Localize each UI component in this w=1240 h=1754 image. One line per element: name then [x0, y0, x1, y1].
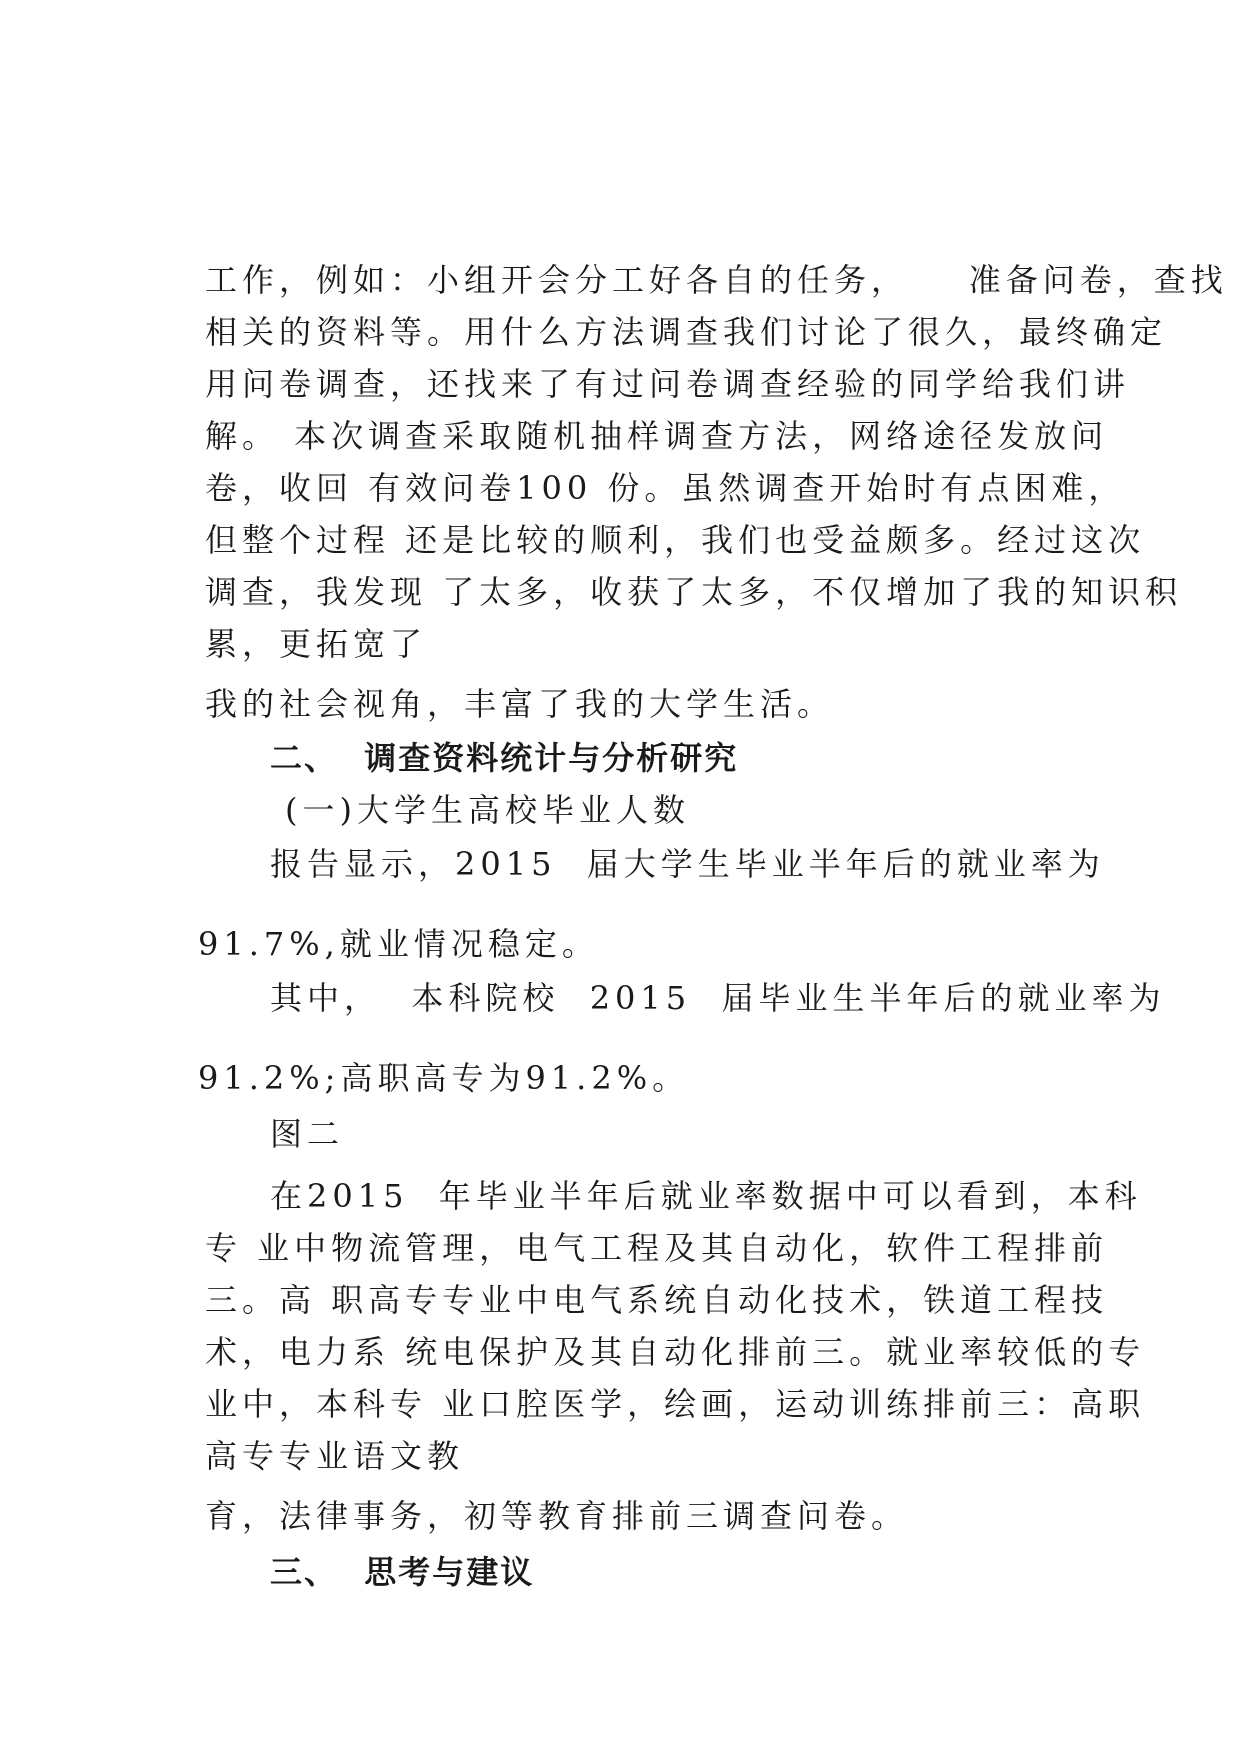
paragraph-line: 工作，例如：小组开会分工好各自的任务， 准备问卷，查找 — [205, 261, 1228, 299]
paragraph-line: 解。 本次调查采取随机抽样调查方法，网络途径发放问 — [205, 417, 1109, 455]
paragraph-line: 用问卷调查，还找来了有过问卷调查经验的同学给我们讲 — [205, 365, 1131, 403]
paragraph-line: 但整个过程 还是比较的顺利，我们也受益颇多。经过这次 — [205, 521, 1146, 559]
paragraph-line: 其中， 本科院校 2015 届毕业生半年后的就业率为 — [270, 979, 1166, 1017]
paragraph-line: 我的社会视角，丰富了我的大学生活。 — [205, 685, 835, 723]
paragraph-line: 报告显示，2015 届大学生毕业半年后的就业率为 — [270, 845, 1105, 883]
section-heading-2: 二、 调查资料统计与分析研究 — [270, 739, 739, 777]
paragraph-line: 高专专业语文教 — [205, 1437, 465, 1475]
paragraph-line: 专 业中物流管理，电气工程及其自动化，软件工程排前 — [205, 1229, 1109, 1267]
paragraph-line: 91.7%,就业情况稳定。 — [198, 925, 599, 963]
subheading: (一)大学生高校毕业人数 — [285, 791, 690, 829]
paragraph-line: 三。高 职高专专业中电气系统自动化技术，铁道工程技 — [205, 1281, 1109, 1319]
paragraph-line: 相关的资料等。用什么方法调查我们讨论了很久，最终确定 — [205, 313, 1168, 351]
paragraph-line: 业中，本科专 业口腔医学，绘画，运动训练排前三：高职 — [205, 1385, 1146, 1423]
paragraph-line: 在2015 年毕业半年后就业率数据中可以看到，本科 — [270, 1177, 1142, 1215]
section-heading-3: 三、 思考与建议 — [270, 1553, 535, 1591]
paragraph-line: 91.2%;高职高专为91.2%。 — [198, 1059, 690, 1097]
paragraph-line: 育，法律事务，初等教育排前三调查问卷。 — [205, 1497, 909, 1535]
figure-label: 图二 — [270, 1115, 345, 1153]
paragraph-line: 术，电力系 统电保护及其自动化排前三。就业率较低的专 — [205, 1333, 1146, 1371]
paragraph-line: 卷，收回 有效问卷100 份。虽然调查开始时有点困难， — [205, 469, 1126, 507]
paragraph-line: 累，更拓宽了 — [205, 625, 428, 663]
paragraph-line: 调查，我发现 了太多，收获了太多，不仅增加了我的知识积 — [205, 573, 1183, 611]
